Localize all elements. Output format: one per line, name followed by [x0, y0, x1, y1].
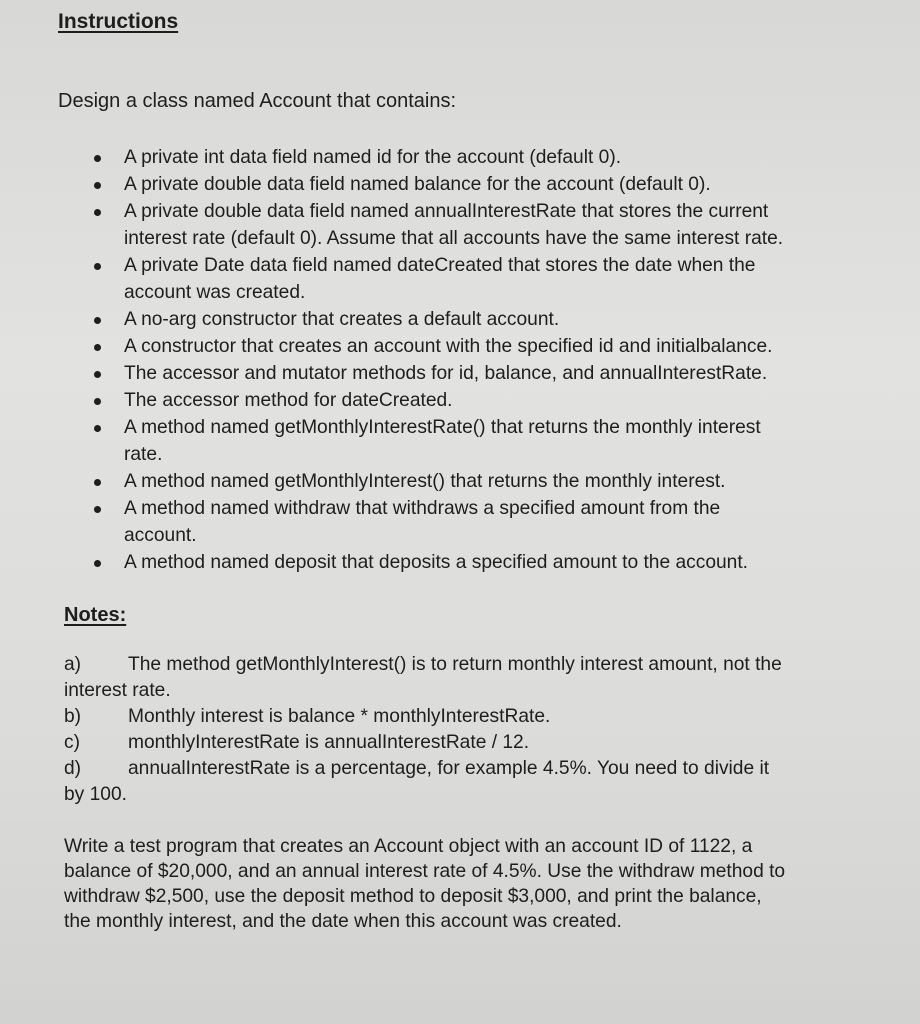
note-b [64, 704, 864, 730]
bullet-icon [94, 344, 101, 351]
list-item: A method named getMonthlyInterestRate() that returns the monthly interest rate. [96, 414, 886, 468]
notes-list [64, 652, 864, 808]
list-item: A private int data field named id for the account (default 0). [96, 144, 886, 171]
bullet-icon [94, 560, 101, 567]
note-letter: c) [64, 732, 80, 753]
bullet-icon [94, 317, 101, 324]
notes-heading: Notes: [64, 604, 127, 626]
bullet-icon [94, 479, 101, 486]
bullet-icon [94, 398, 101, 405]
bullet-icon [94, 209, 101, 216]
requirements-list [96, 144, 886, 576]
list-item: A private double data field named balance for the account (default 0). [96, 171, 886, 198]
bullet-icon [94, 371, 101, 378]
list-item: A method named deposit that deposits a specified amount to the account. [96, 549, 886, 576]
list-item: A method named getMonthlyInterest() that returns the monthly interest. [96, 468, 886, 495]
test-program-paragraph [64, 834, 864, 934]
paragraph-line: withdraw $2,500, use the deposit method to deposit $3,000, and print the balance, [64, 886, 762, 907]
bullet-icon [94, 506, 101, 513]
note-a [64, 652, 864, 678]
bullet-icon [94, 263, 101, 270]
bullet-icon [94, 155, 101, 162]
note-text: Monthly interest is balance * monthlyInterestRate. [128, 706, 551, 727]
list-item: A method named withdraw that withdraws a specified amount from the account. [96, 495, 886, 549]
note-c [64, 730, 864, 756]
bullet-icon [94, 425, 101, 432]
list-item: A no-arg constructor that creates a default account. [96, 306, 886, 333]
note-text: annualInterestRate is a percentage, for example 4.5%. You need to divide it [128, 758, 770, 779]
note-d [64, 756, 864, 782]
note-text: The method getMonthlyInterest() is to return monthly interest amount, not the [128, 654, 782, 675]
note-text: monthlyInterestRate is annualInterestRate / 12. [128, 732, 530, 753]
list-item: The accessor and mutator methods for id, balance, and annualInterestRate. [96, 360, 886, 387]
bullet-icon [94, 182, 101, 189]
note-continuation: interest rate. [64, 680, 171, 701]
note-letter: a) [64, 654, 82, 675]
instructions-heading: Instructions [58, 10, 179, 33]
note-letter: b) [64, 706, 82, 727]
paragraph-line: Write a test program that creates an Account object with an account ID of 1122, a [64, 836, 753, 857]
list-item: A private Date data field named dateCreated that stores the date when the account was created. [96, 252, 886, 306]
note-letter: d) [64, 758, 82, 779]
intro-text: Design a class named Account that contains: [58, 90, 457, 112]
list-item: A constructor that creates an account with the specified id and initialbalance. [96, 333, 886, 360]
paragraph-line: balance of $20,000, and an annual interest rate of 4.5%. Use the withdraw method to [64, 861, 786, 882]
list-item: A private double data field named annualInterestRate that stores the current interest rate (default 0). Assume that all accounts have the same interest rate. [96, 198, 886, 252]
paragraph-line: the monthly interest, and the date when this account was created. [64, 911, 622, 932]
note-continuation: by 100. [64, 784, 127, 805]
list-item: The accessor method for dateCreated. [96, 387, 886, 414]
